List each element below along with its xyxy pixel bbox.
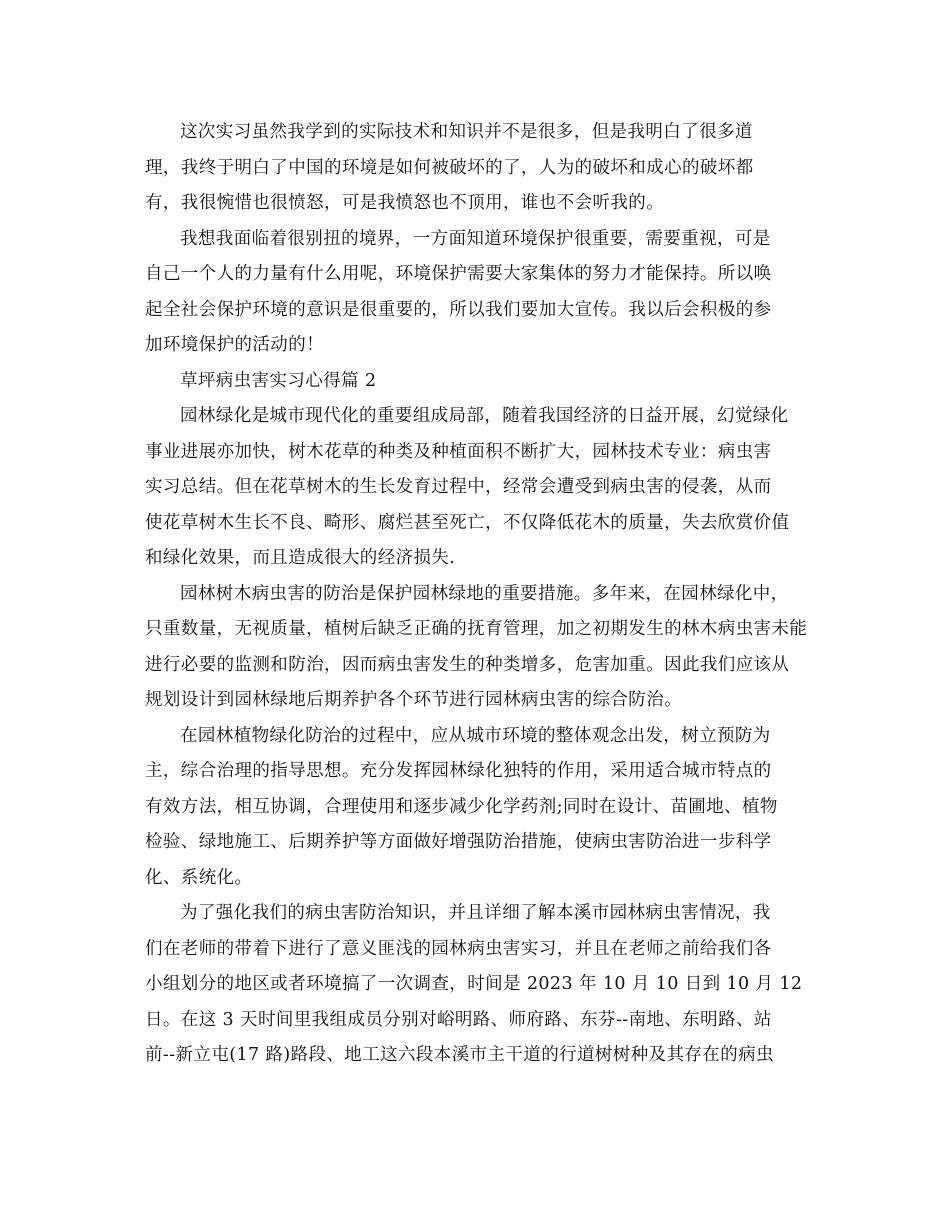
text-line: 规划设计到园林绿地后期养护各个环节进行园林病虫害的综合防治。 (145, 690, 682, 710)
text-line: 化、系统化。 (145, 867, 253, 888)
text-line: 们在老师的带着下进行了意义匪浅的园林病虫害实习，并且在老师之前给我们各 (145, 938, 772, 959)
text-line: 和绿化效果，而且造成很大的经济损失. (145, 548, 456, 568)
text-line: 实习总结。但在花草树木的生长发育过程中，经常会遭受到病虫害的侵袭，从而 (145, 477, 772, 497)
text-line: 园林树木病虫害的防治是保护园林绿地的重要措施。多年来，在园林绿化中， (180, 583, 789, 604)
text-line: 主，综合治理的指导思想。充分发挥园林绿化独特的作用，采用适合城市特点的 (145, 761, 772, 781)
text-line: 草坪病虫害实习心得篇 2 (180, 370, 377, 391)
text-line: 这次实习虽然我学到的实际技术和知识并不是很多，但是我明白了很多道 (180, 122, 753, 142)
text-line: 为了强化我们的病虫害防治知识，并且详细了解本溪市园林病虫害情况，我 (180, 903, 771, 923)
text-line: 起全社会保护环境的意识是很重要的，所以我们要加大宣传。我以后会积极的参 (145, 299, 772, 320)
text-line: 检验、绿地施工、后期养护等方面做好增强防治措施，使病虫害防治进一步科学 (145, 832, 772, 852)
document-page (145, 115, 810, 1074)
text-line: 我想我面临着很别扭的境界，一方面知道环境保护很重要，需要重视，可是 (180, 228, 771, 249)
text-line: 理，我终于明白了中国的环境是如何被破坏的了，人为的破坏和成心的破坏都 (145, 157, 754, 178)
text-line: 前--新立屯(17 路)路段、地工这六段本溪市主干道的行道树树种及其存在的病虫 (145, 1045, 774, 1065)
text-line: 事业进展亦加快，树木花草的种类及种植面积不断扩大，园林技术专业：病虫害 (145, 441, 772, 462)
text-line: 进行必要的监测和防治，因而病虫害发生的种类增多，危害加重。因此我们应该从 (145, 654, 790, 675)
text-line: 小组划分的地区或者环境搞了一次调查，时间是 2023 年 10 月 10 日到 10 月 12 (145, 974, 803, 994)
text-line: 园林绿化是城市现代化的重要组成局部，随着我国经济的日益开展，幻觉绿化 (180, 406, 789, 426)
text-line: 加环境保护的活动的！ (145, 335, 324, 355)
text-line: 自己一个人的力量有什么用呢，环境保护需要大家集体的努力才能保持。所以唤 (145, 264, 772, 284)
text-line: 日。在这 3 天时间里我组成员分别对峪明路、师府路、东芬--南地、东明路、站 (145, 1009, 772, 1030)
text-line: 只重数量，无视质量，植树后缺乏正确的抚育管理，加之初期发生的林木病虫害未能 (145, 619, 808, 639)
text-line: 有，我很惋惜也很愤怒，可是我愤怒也不顶用，谁也不会听我的。 (145, 193, 665, 213)
text-line: 使花草树木生长不良、畸形、腐烂甚至死亡，不仅降低花木的质量，失去欣赏价值 (145, 512, 790, 533)
text-line: 在园林植物绿化防治的过程中，应从城市环境的整体观念出发，树立预防为 (180, 725, 771, 746)
text-line: 有效方法，相互协调，合理使用和逐步减少化学药剂;同时在设计、苗圃地、植物 (145, 796, 778, 817)
